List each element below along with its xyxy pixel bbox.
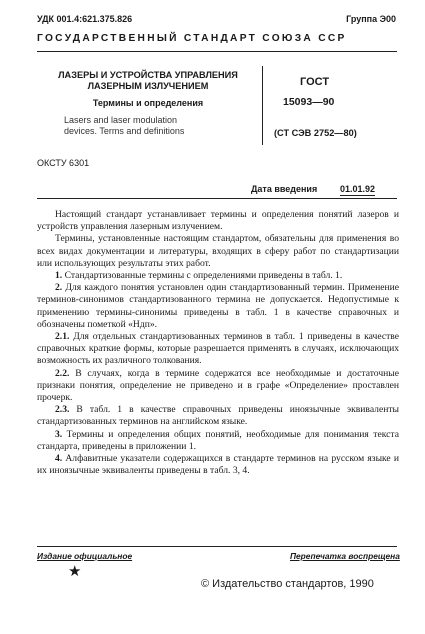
title-divider bbox=[262, 66, 263, 145]
title-line-1: ЛАЗЕРЫ И УСТРОЙСТВА УПРАВЛЕНИЯ bbox=[58, 70, 238, 80]
top-rule bbox=[37, 51, 397, 52]
title-en-line-1: Lasers and laser modulation bbox=[64, 115, 178, 125]
reprint-prohibited-note: Перепечатка воспрещена bbox=[290, 551, 400, 561]
paragraph: 1. Стандартизованные термины с определениями приведены в табл. 1. bbox=[55, 270, 343, 282]
title-block-en bbox=[64, 115, 254, 137]
paragraph: 2.2. В случаях, когда в термине содержатся все необходимые и достаточные признаки понятия, определение не приведено и в графе «Определение» проставлен прочерк. bbox=[37, 367, 399, 404]
paragraph: 2.1. Для отдельных стандартизованных терминов в табл. 1 приведены в качестве справочных краткие формы, которые разрешается применять в случаях, исключающих возможность их различного толкования. bbox=[37, 331, 399, 367]
title-block-ru bbox=[37, 70, 259, 92]
title-en-line-2: devices. Terms and definitions bbox=[64, 126, 185, 136]
official-edition-note: Издание официальное bbox=[37, 551, 133, 561]
title-line-2: ЛАЗЕРНЫМ ИЗЛУЧЕНИЕМ bbox=[87, 81, 209, 91]
paragraph: Термины, установленные настоящим стандартом, обязательны для применения во всех видах документации и литературы, входящих в сферу работ по стандартизации или использующих результаты этих работ. bbox=[37, 233, 399, 269]
sev-designation: (СТ СЭВ 2752—80) bbox=[274, 128, 357, 138]
group-code: Группа Э00 bbox=[346, 14, 396, 24]
star-icon: ★ bbox=[68, 564, 82, 580]
gost-number: 15093—90 bbox=[283, 96, 335, 108]
paragraph: 3. Термины и определения общих понятий, необходимые для понимания текста стандарта, приведены в приложении 1. bbox=[37, 428, 399, 452]
copyright: © Издательство стандартов, 1990 bbox=[201, 578, 374, 590]
gost-label: ГОСТ bbox=[300, 76, 330, 88]
title-subtitle: Термины и определения bbox=[92, 98, 204, 108]
intro-date-value: 01.01.92 bbox=[340, 184, 376, 194]
udk-code: УДК 001.4:621.375.826 bbox=[37, 14, 133, 24]
paragraph: 4. Алфавитные указатели содержащихся в стандарте терминов на русском языке и их иноязычные эквиваленты приведены в табл. 3, 4. bbox=[37, 453, 399, 477]
body-text bbox=[37, 209, 399, 477]
paragraph: 2.3. В табл. 1 в качестве справочных приведены иноязычные эквиваленты стандартизованных терминов на английском языке. bbox=[37, 404, 399, 428]
okstu-code: ОКСТУ 6301 bbox=[37, 158, 90, 168]
paragraph: Настоящий стандарт устанавливает термины и определения понятий лазеров и устройств управления лазерным излучением. bbox=[37, 209, 399, 233]
standard-banner: ГОСУДАРСТВЕННЫЙ СТАНДАРТ СОЮЗА ССР bbox=[37, 33, 347, 44]
footer-rule bbox=[37, 546, 397, 547]
paragraph: 2. Для каждого понятия установлен один стандартизованный термин. Применение терминов-синонимов стандартизованного термина не допускается. Недопустимые к применению термины-синонимы приведены в табл. 1 в качестве справочных и обозначены пометкой «Ндп». bbox=[37, 282, 399, 330]
intro-date-label: Дата введения bbox=[251, 184, 318, 194]
mid-rule bbox=[37, 198, 397, 199]
